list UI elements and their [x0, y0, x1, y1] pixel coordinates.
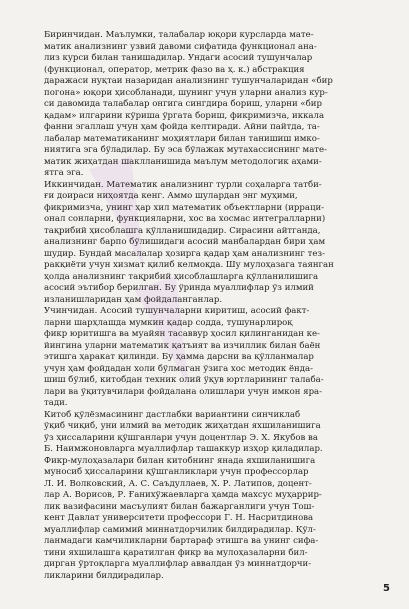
text-line: муносиб ҳиссаларини қўшганликлари учун профессорлар [44, 467, 309, 477]
text-line: шудир. Бундай масалалар ҳозирга қадар ҳам анализнинг тез- [44, 248, 325, 259]
text-line: си давомида талабалар онгига сингдира бориш, уларни «бир [44, 99, 322, 109]
text-line: фанни эгаллаш учун ҳам фойда келтиради. Айни пайтда, та- [44, 122, 320, 132]
text-line: матик анализнинг узвий давоми сифатида функционал ана- [44, 41, 317, 52]
text-line: этишга ҳаракат қилинди. Бу ҳамма дарсни ва қўлланмалар [44, 352, 314, 362]
text-line: ғи доираси ниҳоятда кенг. Аммо шулардан энг муҳими, [44, 191, 298, 201]
text-line: анализнинг барпо бўлишидаги асосий манбалардан бири ҳам [44, 237, 326, 247]
text-line: ўқиб чиқиб, уни илмий ва методик жиҳатдан яхшиланишига [44, 421, 321, 431]
text-line: лиз курси билан танишадилар. Ундаги асосий тушунчалар [44, 53, 313, 63]
text-line: Биринчидан. Маълумки, талабалар юқори курсларда мате- [44, 30, 314, 40]
text-line: ракқиёти учун хизмат қилиб келмоқда. Шу мулоҳазага таянган [44, 260, 334, 270]
text-line: асосий эътибор берилган. Бу ўринда муаллифлар ўз илмий [44, 283, 314, 293]
text-line: Учинчидан. Асосий тушунчаларни киритиш, асосий факт- [44, 306, 310, 316]
text-line: Б. Наимжоновларга муаллифлар ташаккур изҳор қиладилар. [44, 444, 323, 454]
text-line: ланмадаги камчиликларни бартараф этишга ва унинг сифа- [44, 536, 319, 546]
text-line: тади. [44, 398, 68, 408]
text-line: лабалар математиканинг моҳиятлари билан танишиш имко- [44, 133, 320, 144]
text-line: учун ҳам фойдадан холи бўлмаган ўзига хос методик ёндa- [44, 363, 313, 374]
text-line: тини яхшилашга қаратилган фикр ва мулоҳазаларни бил- [44, 547, 308, 558]
text-line: даражаси нуқтаи назаридан анализнинг тушунчаларидан «бир [44, 76, 333, 86]
text-line: Фикр-мулоҳазалари билан китобнинг янада яхшиланишига [44, 455, 316, 466]
text-line: ўз ҳиссаларини қўшганлари учун доцентлар Э. Х. Якубов ва [44, 432, 318, 443]
text-line: (функционал, оператор, метрик фазо ва ҳ. к.) абстракция [44, 64, 305, 75]
text-line: Китоб қўлёзмасининг дастлабки вариантини синчиклаб [44, 409, 301, 420]
text-line: лар А. Ворисов, Р. Ғаниxўжаевларга ҳамда махсус муҳаррир- [44, 490, 322, 500]
text-line: қадам» илгарини кўриша ўргата бориш, фикримизча, иккала [44, 110, 325, 121]
page-number: 5 [383, 583, 390, 594]
text-line: погона» юқори ҳисобланади, шунинг учун уларни анализ кур- [44, 87, 328, 98]
text-line: ҳолда анализнинг тақрибий ҳисоблашларга қўлланилишига [44, 271, 319, 282]
text-line: ниятига эга бўладилар. Бу эса бўлажак мутахассиснинг мате- [44, 145, 327, 155]
text-line: ларни шарҳлашда мумкин қадар содда, тушунарлироқ [44, 317, 293, 328]
text-line: онал сонларни, функцияларни, хос ва хосмас интегралларни) [44, 214, 326, 224]
body-text [44, 30, 378, 582]
text-line: Иккинчидан. Математик анализнинг турли соҳаларга татби- [44, 179, 322, 190]
text-line: лари ва ўқитувчилари фойдалана олишлари учун имкон яра- [44, 386, 323, 397]
text-line: муаллифлар самимий миннатдорчилик билдирадилар. Қўл- [44, 524, 316, 535]
text-line: Л. И. Волковский, А. С. Саъдуллаев, Х. Р. Латипов, доцент- [44, 478, 312, 489]
text-line: тақрибий ҳисоблашга қўлланишидадир. Сирасини айтганда, [44, 225, 321, 236]
text-line: изланишларидан ҳам фойдаланганлар. [44, 294, 223, 305]
text-line: кент Давлат университети профессори Г. Н. Насритдинова [44, 513, 314, 523]
text-line: фикримизча, унинг ҳар хил математик объектларни (ирраци- [44, 202, 325, 213]
text-line: ятга эга. [44, 168, 84, 178]
text-line: шиш бўлиб, китобдан техник олий ўқув юртларининг талаба- [44, 375, 324, 385]
text-line: дирган ўртоқларга муаллифлар аввалдан ўз миннатдорчи- [44, 559, 312, 569]
text-line: фикр юритишга ва муайян тасаввур ҳосил қилинганидан ке- [44, 329, 320, 339]
text-line: ликларини билдирадилар. [44, 570, 164, 581]
text-line: лик вазифасини масъулият билан бажарганлиги учун Тош- [44, 501, 315, 512]
text-line: йингина уларни математик қатъият ва изчиллик билан баён [44, 340, 321, 351]
text-line: матик жиҳатдан шаклланишида маълум методологик аҳами- [44, 156, 322, 167]
